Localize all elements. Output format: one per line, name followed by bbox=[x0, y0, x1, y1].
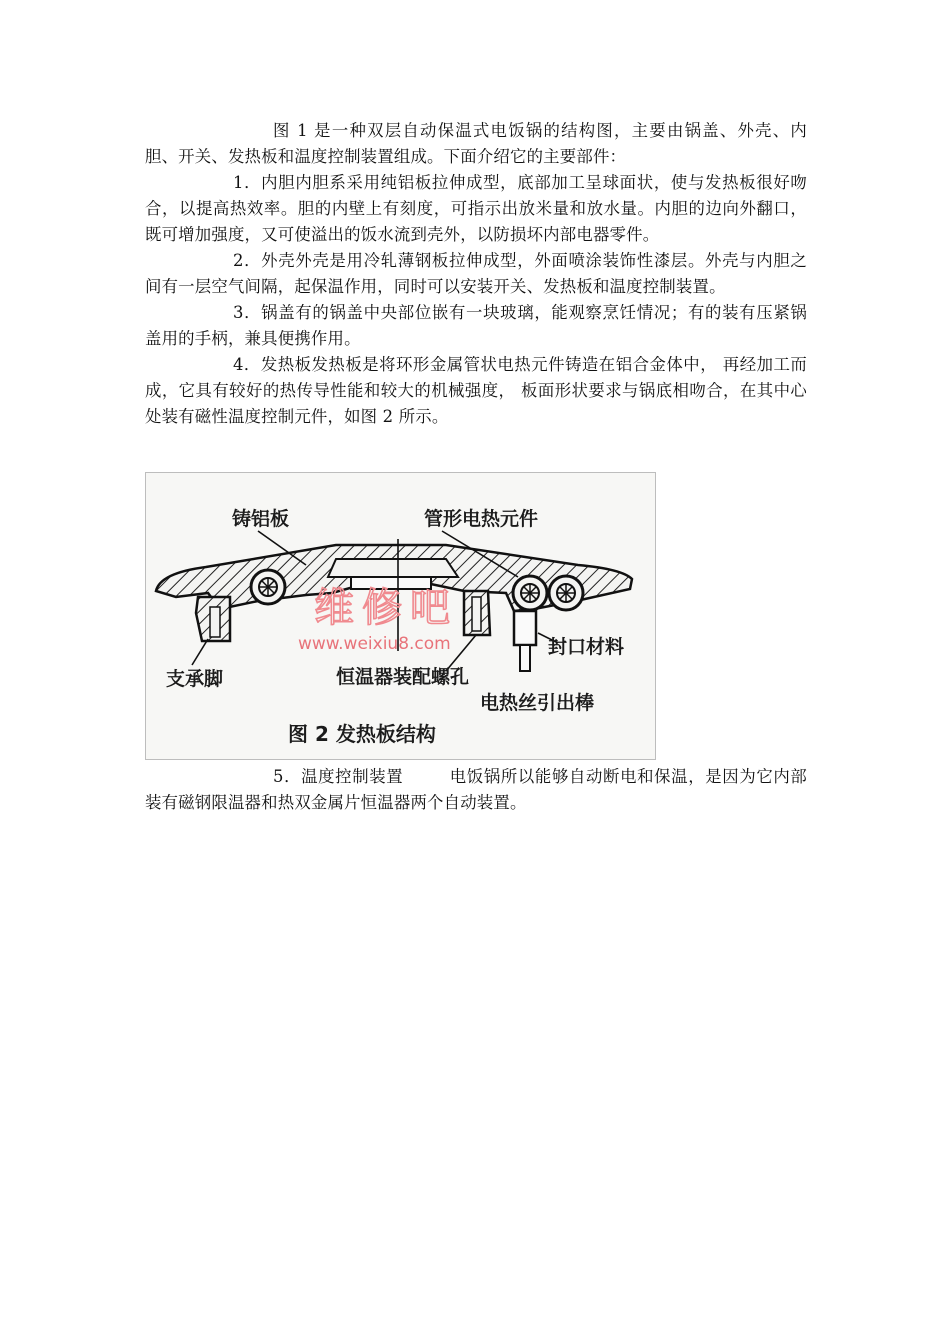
heating-plate-figure bbox=[145, 472, 656, 760]
label-seal: 封口材料 bbox=[548, 636, 625, 658]
document-body bbox=[145, 118, 807, 430]
label-lead-rod: 电热丝引出棒 bbox=[480, 692, 595, 714]
paragraph-lid: 3．锅盖有的锅盖中央部位嵌有一块玻璃，能观察烹饪情况；有的装有压紧锅盖用的手柄，兼具便携作用。 bbox=[145, 303, 807, 348]
paragraph-heating-plate: 4．发热板发热板是将环形金属管状电热元件铸造在铝合金体中， 再经加工而成，它具有较好的热传导性能和较大的机械强度， 板面形状要求与锅底相吻合，在其中心处装有磁性温度控制元件，如图 2 所示。 bbox=[145, 355, 807, 426]
paragraph-temperature-control bbox=[145, 764, 807, 816]
figure-caption: 图 2 发热板结构 bbox=[288, 722, 436, 746]
thermostat-screw-hole bbox=[472, 597, 481, 631]
left-heating-tube bbox=[251, 570, 285, 604]
paragraph-outer-shell: 2．外壳外壳是用冷轧薄钢板拉伸成型，外面喷涂装饰性漆层。外壳与内胆之间有一层空气间隔，起保温作用，同时可以安装开关、发热板和温度控制装置。 bbox=[145, 251, 807, 296]
section-heading: 5．温度控制装置 bbox=[273, 767, 404, 786]
heating-plate-diagram bbox=[146, 473, 655, 759]
label-tube-element: 管形电热元件 bbox=[424, 508, 539, 530]
label-cast-plate: 铸铝板 bbox=[232, 508, 290, 530]
watermark-url: www.weixiu8.com bbox=[298, 634, 451, 654]
paragraph-inner-pot: 1．内胆内胆系采用纯铝板拉伸成型，底部加工呈球面状，使与发热板很好吻合，以提高热效率。胆的内壁上有刻度，可指示出放米量和放水量。内胆的边向外翻口，既可增加强度，又可使溢出的饭水流到壳外，以防损坏内部电器零件。 bbox=[145, 173, 807, 244]
watermark-logo: 维修吧 bbox=[314, 585, 458, 631]
intro-paragraph: 图 1 是一种双层自动保温式电饭锅的结构图，主要由锅盖、外壳、内胆、开关、发热板和温度控制装置组成。下面介绍它的主要部件： bbox=[145, 121, 807, 166]
right-heating-tube-1 bbox=[513, 576, 547, 610]
leader-foot bbox=[192, 639, 208, 665]
section-body: 电饭锅所以能够自动断电和保温，是因为它内部装有磁钢限温器和热双金属片恒温器两个自动装置。 bbox=[145, 767, 808, 812]
support-foot-hole bbox=[210, 607, 220, 637]
lead-rod-seal bbox=[514, 611, 536, 645]
center-recess bbox=[328, 559, 458, 577]
label-thermostat-hole: 恒温器装配螺孔 bbox=[336, 666, 470, 688]
temperature-control-section bbox=[145, 764, 807, 816]
label-support-foot: 支承脚 bbox=[166, 668, 224, 690]
lead-rod bbox=[520, 645, 530, 671]
right-heating-tube-2 bbox=[549, 576, 583, 610]
